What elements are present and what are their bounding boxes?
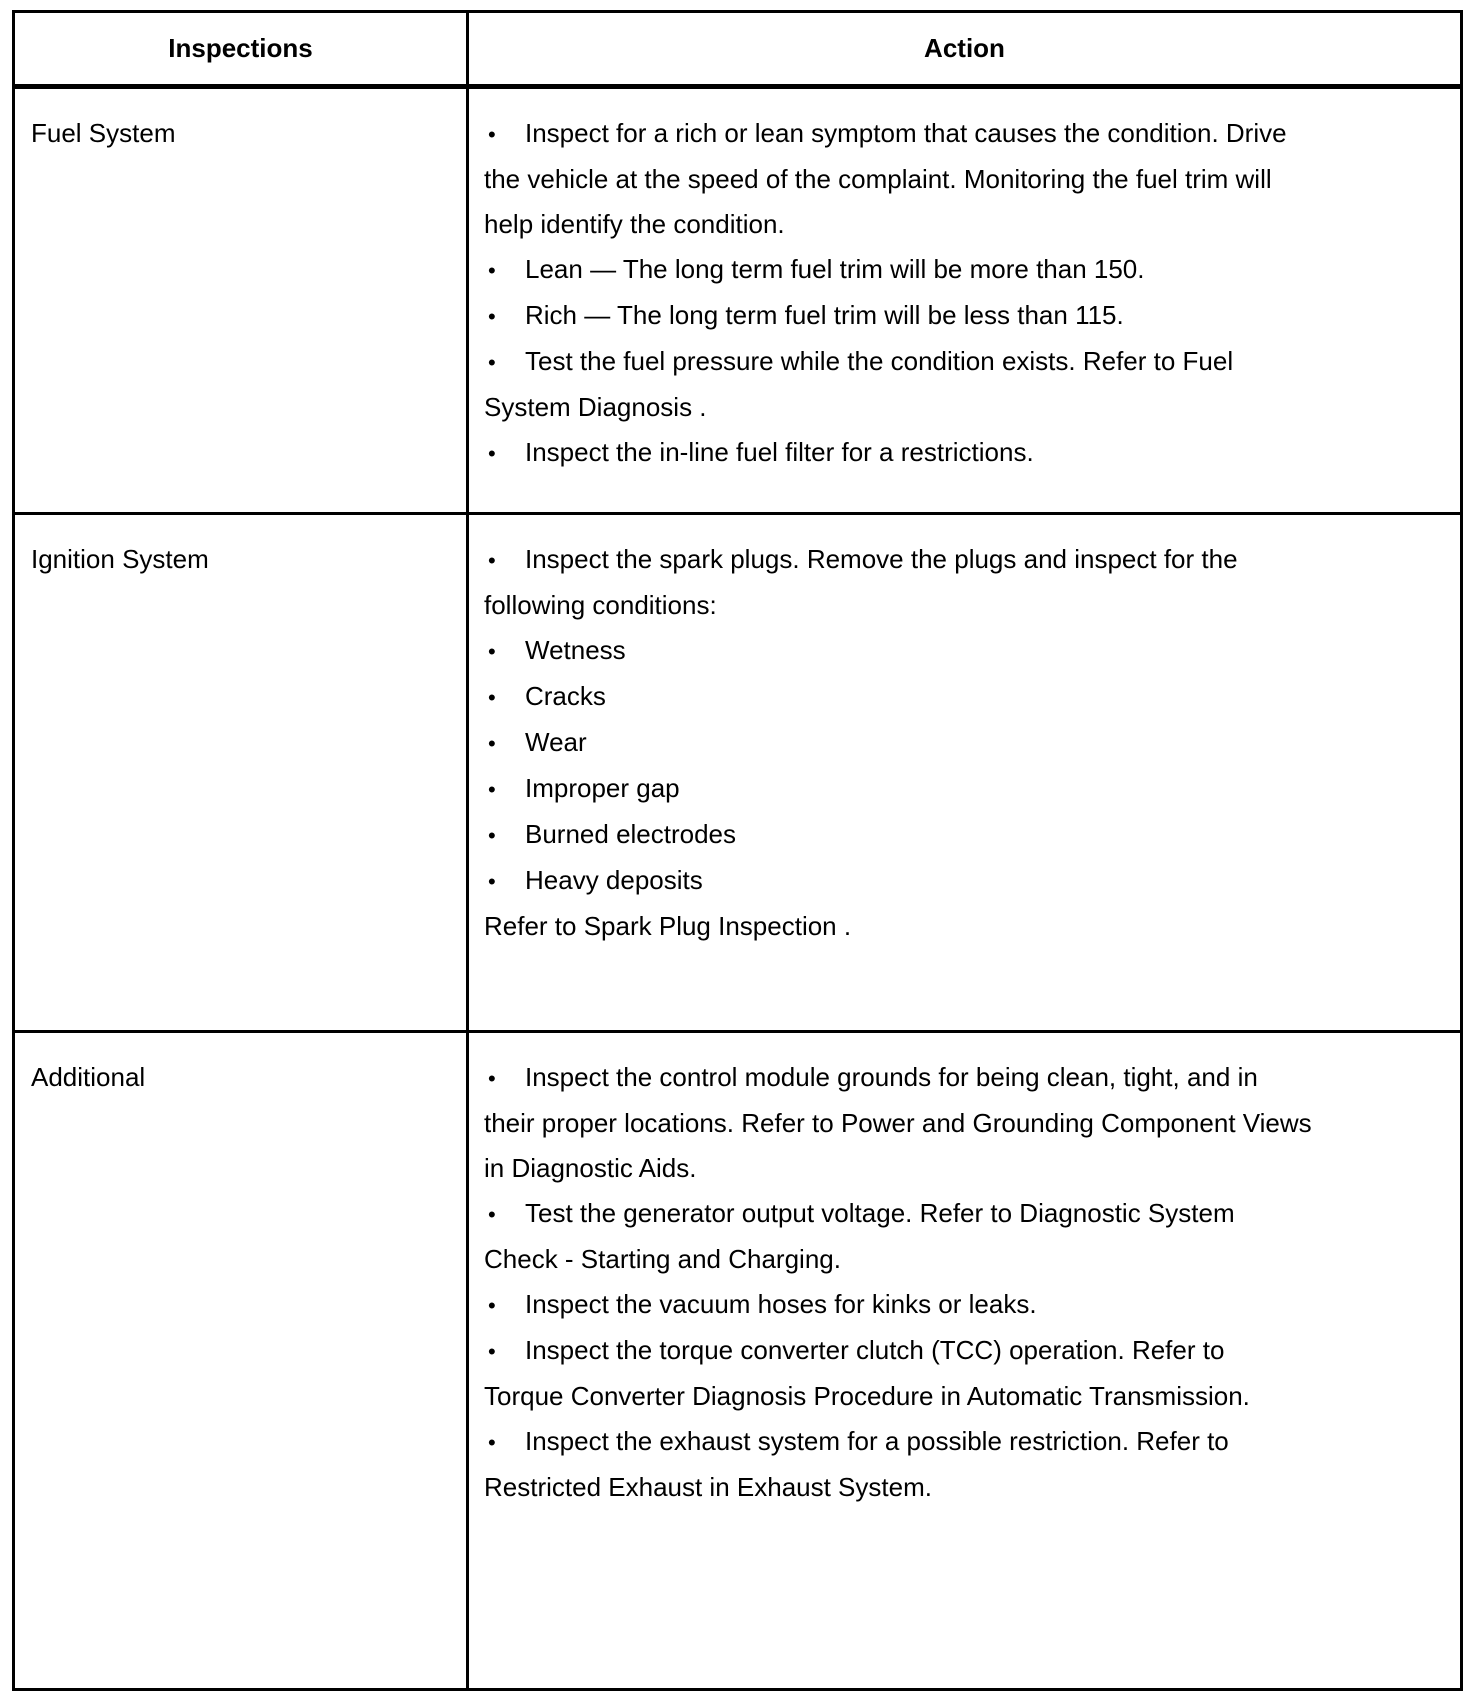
bullet-icon — [484, 1419, 525, 1465]
line-text: help identify the condition. — [484, 209, 785, 239]
line-text: their proper locations. Refer to Power and Grounding Component Views — [484, 1108, 1312, 1138]
bullet-icon — [484, 858, 525, 904]
bullet-icon — [484, 1191, 525, 1237]
table-header-row — [15, 13, 1460, 89]
bullet-icon — [484, 247, 525, 293]
line-text: Inspect for a rich or lean symptom that causes the condition. Drive — [525, 118, 1287, 148]
continuation-line — [484, 157, 1384, 202]
bullet-icon — [484, 1328, 525, 1374]
line-text: Inspect the torque converter clutch (TCC) operation. Refer to — [525, 1335, 1225, 1365]
line-text: Wetness — [525, 635, 626, 665]
line-text: Inspect the spark plugs. Remove the plugs and inspect for the — [525, 544, 1238, 574]
bullet-icon — [484, 111, 525, 157]
line-text: Wear — [525, 727, 587, 757]
bullet-item — [484, 858, 1384, 904]
inspection-cell: Additional — [31, 1062, 146, 1092]
line-text: Torque Converter Diagnosis Procedure in Automatic Transmission. — [484, 1381, 1250, 1411]
bullet-item — [484, 339, 1384, 385]
bullet-item — [484, 293, 1384, 339]
inspection-cell: Fuel System — [31, 118, 176, 148]
bullet-icon — [484, 812, 525, 858]
inspection-table — [12, 10, 1463, 1691]
table-row — [15, 1033, 1460, 1688]
continuation-line — [484, 1101, 1384, 1146]
line-text: Lean — The long term fuel trim will be more than 150. — [525, 254, 1145, 284]
bullet-item — [484, 1055, 1384, 1101]
line-text: Check - Starting and Charging. — [484, 1244, 841, 1274]
continuation-line — [484, 904, 1384, 949]
line-text: Inspect the control module grounds for being clean, tight, and in — [525, 1062, 1258, 1092]
line-text: Restricted Exhaust in Exhaust System. — [484, 1472, 932, 1502]
bullet-item — [484, 1282, 1384, 1328]
action-cell — [484, 537, 1384, 949]
bullet-item — [484, 111, 1384, 157]
bullet-item — [484, 812, 1384, 858]
bullet-item — [484, 720, 1384, 766]
bullet-item — [484, 766, 1384, 812]
bullet-icon — [484, 720, 525, 766]
line-text: Burned electrodes — [525, 819, 737, 849]
action-cell — [484, 111, 1384, 476]
line-text: System Diagnosis . — [484, 392, 707, 422]
line-text: Inspect the exhaust system for a possible restriction. Refer to — [525, 1426, 1229, 1456]
bullet-item — [484, 430, 1384, 476]
line-text: Rich — The long term fuel trim will be less than 115. — [525, 300, 1124, 330]
line-text: Refer to Spark Plug Inspection . — [484, 911, 852, 941]
table-row — [15, 515, 1460, 1029]
line-text: following conditions: — [484, 590, 717, 620]
bullet-item — [484, 674, 1384, 720]
line-text: Test the fuel pressure while the condition exists. Refer to Fuel — [525, 346, 1234, 376]
continuation-line — [484, 1465, 1384, 1510]
bullet-item — [484, 1419, 1384, 1465]
table-row — [15, 89, 1460, 524]
bullet-icon — [484, 1282, 525, 1328]
header-inspections: Inspections — [168, 33, 313, 63]
bullet-icon — [484, 537, 525, 583]
bullet-icon — [484, 628, 525, 674]
line-text: the vehicle at the speed of the complaint. Monitoring the fuel trim will — [484, 164, 1272, 194]
continuation-line — [484, 202, 1384, 247]
bullet-icon — [484, 339, 525, 385]
bullet-icon — [484, 430, 525, 476]
continuation-line — [484, 1374, 1384, 1419]
line-text: Test the generator output voltage. Refer to Diagnostic System — [525, 1198, 1235, 1228]
bullet-icon — [484, 674, 525, 720]
line-text: Inspect the in-line fuel filter for a restrictions. — [525, 437, 1034, 467]
bullet-icon — [484, 1055, 525, 1101]
line-text: Inspect the vacuum hoses for kinks or leaks. — [525, 1289, 1037, 1319]
continuation-line — [484, 1146, 1384, 1191]
continuation-line — [484, 583, 1384, 628]
bullet-item — [484, 247, 1384, 293]
bullet-item — [484, 537, 1384, 583]
bullet-item — [484, 628, 1384, 674]
bullet-item — [484, 1191, 1384, 1237]
continuation-line — [484, 385, 1384, 430]
line-text: in Diagnostic Aids. — [484, 1153, 697, 1183]
bullet-item — [484, 1328, 1384, 1374]
header-action: Action — [924, 33, 1005, 63]
inspection-cell: Ignition System — [31, 544, 209, 574]
continuation-line — [484, 1237, 1384, 1282]
bullet-icon — [484, 293, 525, 339]
line-text: Cracks — [525, 681, 606, 711]
line-text: Improper gap — [525, 773, 680, 803]
bullet-icon — [484, 766, 525, 812]
line-text: Heavy deposits — [525, 865, 703, 895]
action-cell — [484, 1055, 1384, 1510]
